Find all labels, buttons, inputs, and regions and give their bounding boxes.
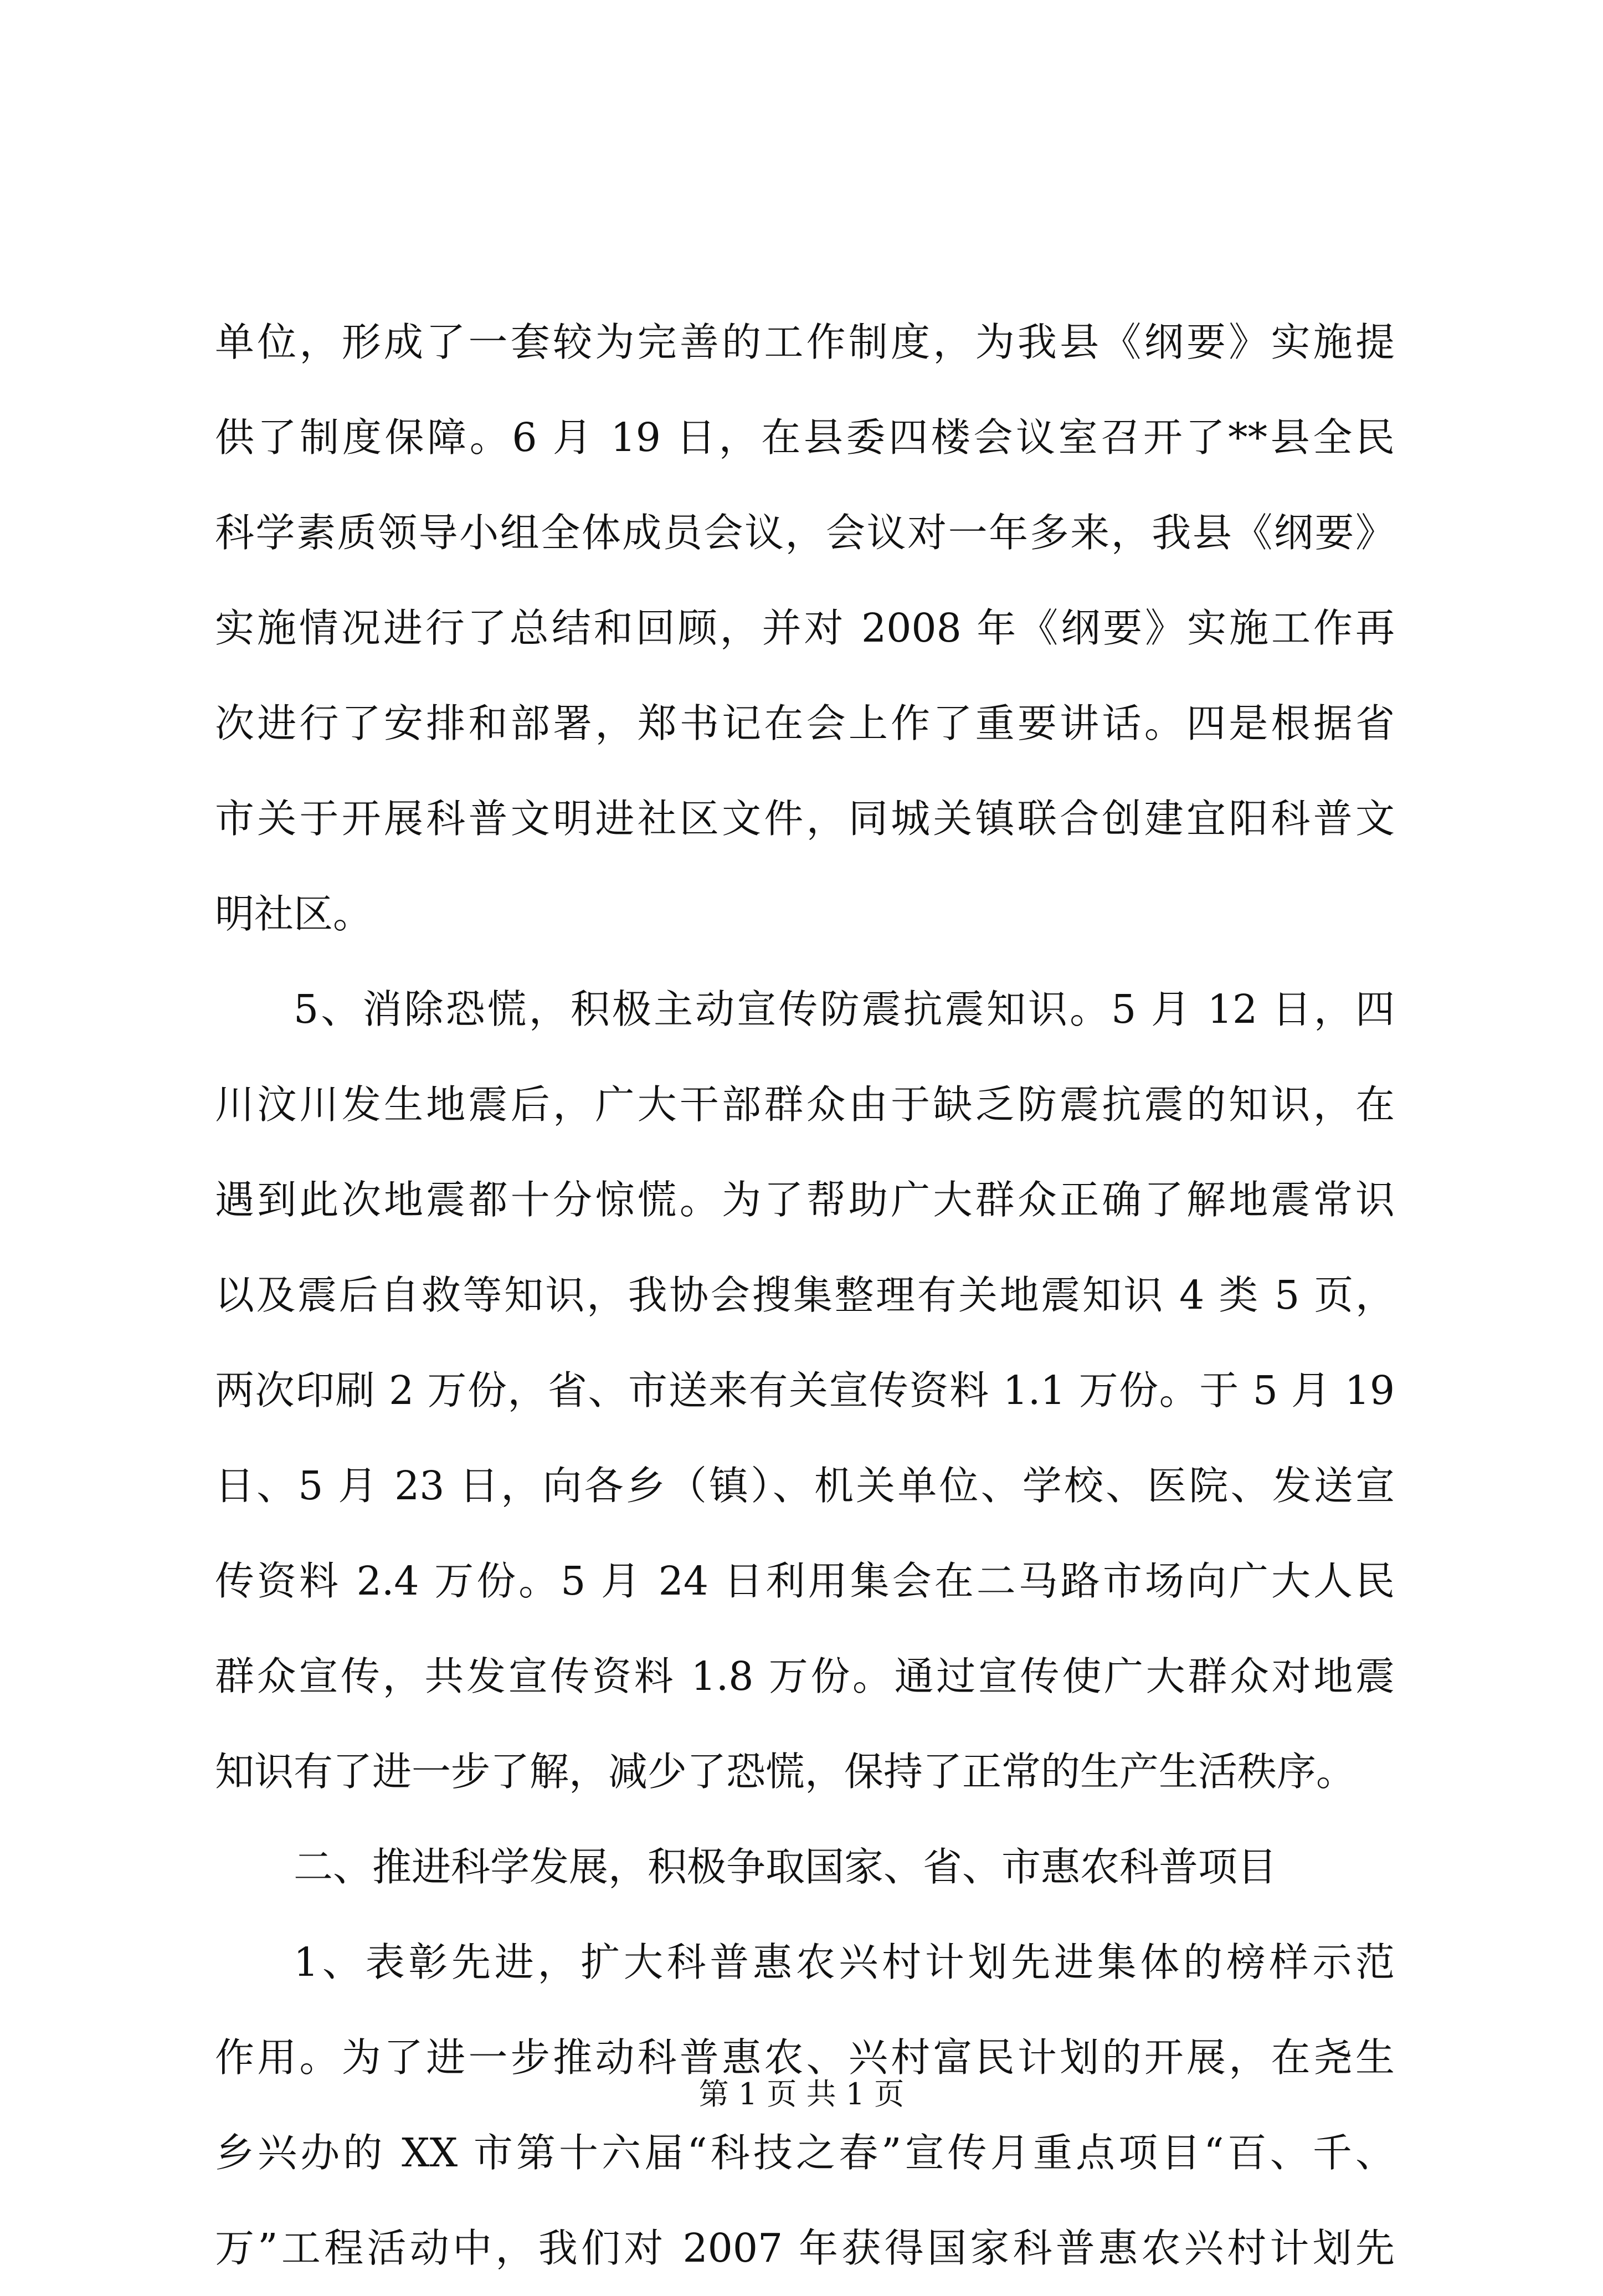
text-line: 川汶川发生地震后，广大干部群众由于缺乏防震抗震的知识，在: [215, 1082, 1395, 1128]
section-heading: 二、推进科学发展，积极争取国家、省、市惠农科普项目: [294, 1844, 1277, 1890]
text-line: 群众宣传，共发宣传资料 1.8 万份。通过宣传使广大群众对地震: [215, 1653, 1395, 1699]
paragraph-start-line: 1、表彰先进，扩大科普惠农兴村计划先进集体的榜样示范: [294, 1939, 1395, 1985]
text-line: 两次印刷 2 万份，省、市送来有关宣传资料 1.1 万份。于 5 月 19: [215, 1367, 1395, 1413]
text-line: 作用。为了进一步推动科普惠农、兴村富民计划的开展，在尧生: [215, 2034, 1395, 2080]
text-line: 次进行了安排和部署，郑书记在会上作了重要讲话。四是根据省: [215, 700, 1395, 746]
text-line: 知识有了进一步了解，减少了恐慌，保持了正常的生产生活秩序。: [215, 1749, 1356, 1795]
text-line: 明社区。: [215, 891, 373, 937]
text-line: 日、5 月 23 日，向各乡（镇）、机关单位、学校、医院、发送宣: [215, 1463, 1395, 1509]
text-line: 遇到此次地震都十分惊慌。为了帮助广大群众正确了解地震常识: [215, 1177, 1395, 1223]
page-footer: 第 1 页 共 1 页: [698, 2077, 905, 2112]
text-line: 以及震后自救等知识，我协会搜集整理有关地震知识 4 类 5 页，: [215, 1272, 1395, 1318]
body-text: [215, 295, 1395, 2296]
text-line: 供了制度保障。6 月 19 日，在县委四楼会议室召开了**县全民: [215, 414, 1395, 460]
text-line: 万”工程活动中，我们对 2007 年获得国家科普惠农兴村计划先: [215, 2225, 1395, 2271]
text-line: 传资料 2.4 万份。5 月 24 日利用集会在二马路市场向广大人民: [215, 1558, 1395, 1604]
text-line: 实施情况进行了总结和回顾，并对 2008 年《纲要》实施工作再: [215, 605, 1395, 651]
paragraph-start-line: 5、消除恐慌，积极主动宣传防震抗震知识。5 月 12 日，四: [294, 986, 1395, 1032]
text-line: 单位，形成了一套较为完善的工作制度，为我县《纲要》实施提: [215, 319, 1395, 365]
text-line: 乡兴办的 XX 市第十六届“科技之春”宣传月重点项目“百、千、: [215, 2130, 1395, 2176]
text-line: 科学素质领导小组全体成员会议，会议对一年多来，我县《纲要》: [215, 510, 1395, 556]
text-line: 市关于开展科普文明进社区文件，同城关镇联合创建宜阳科普文: [215, 796, 1395, 842]
